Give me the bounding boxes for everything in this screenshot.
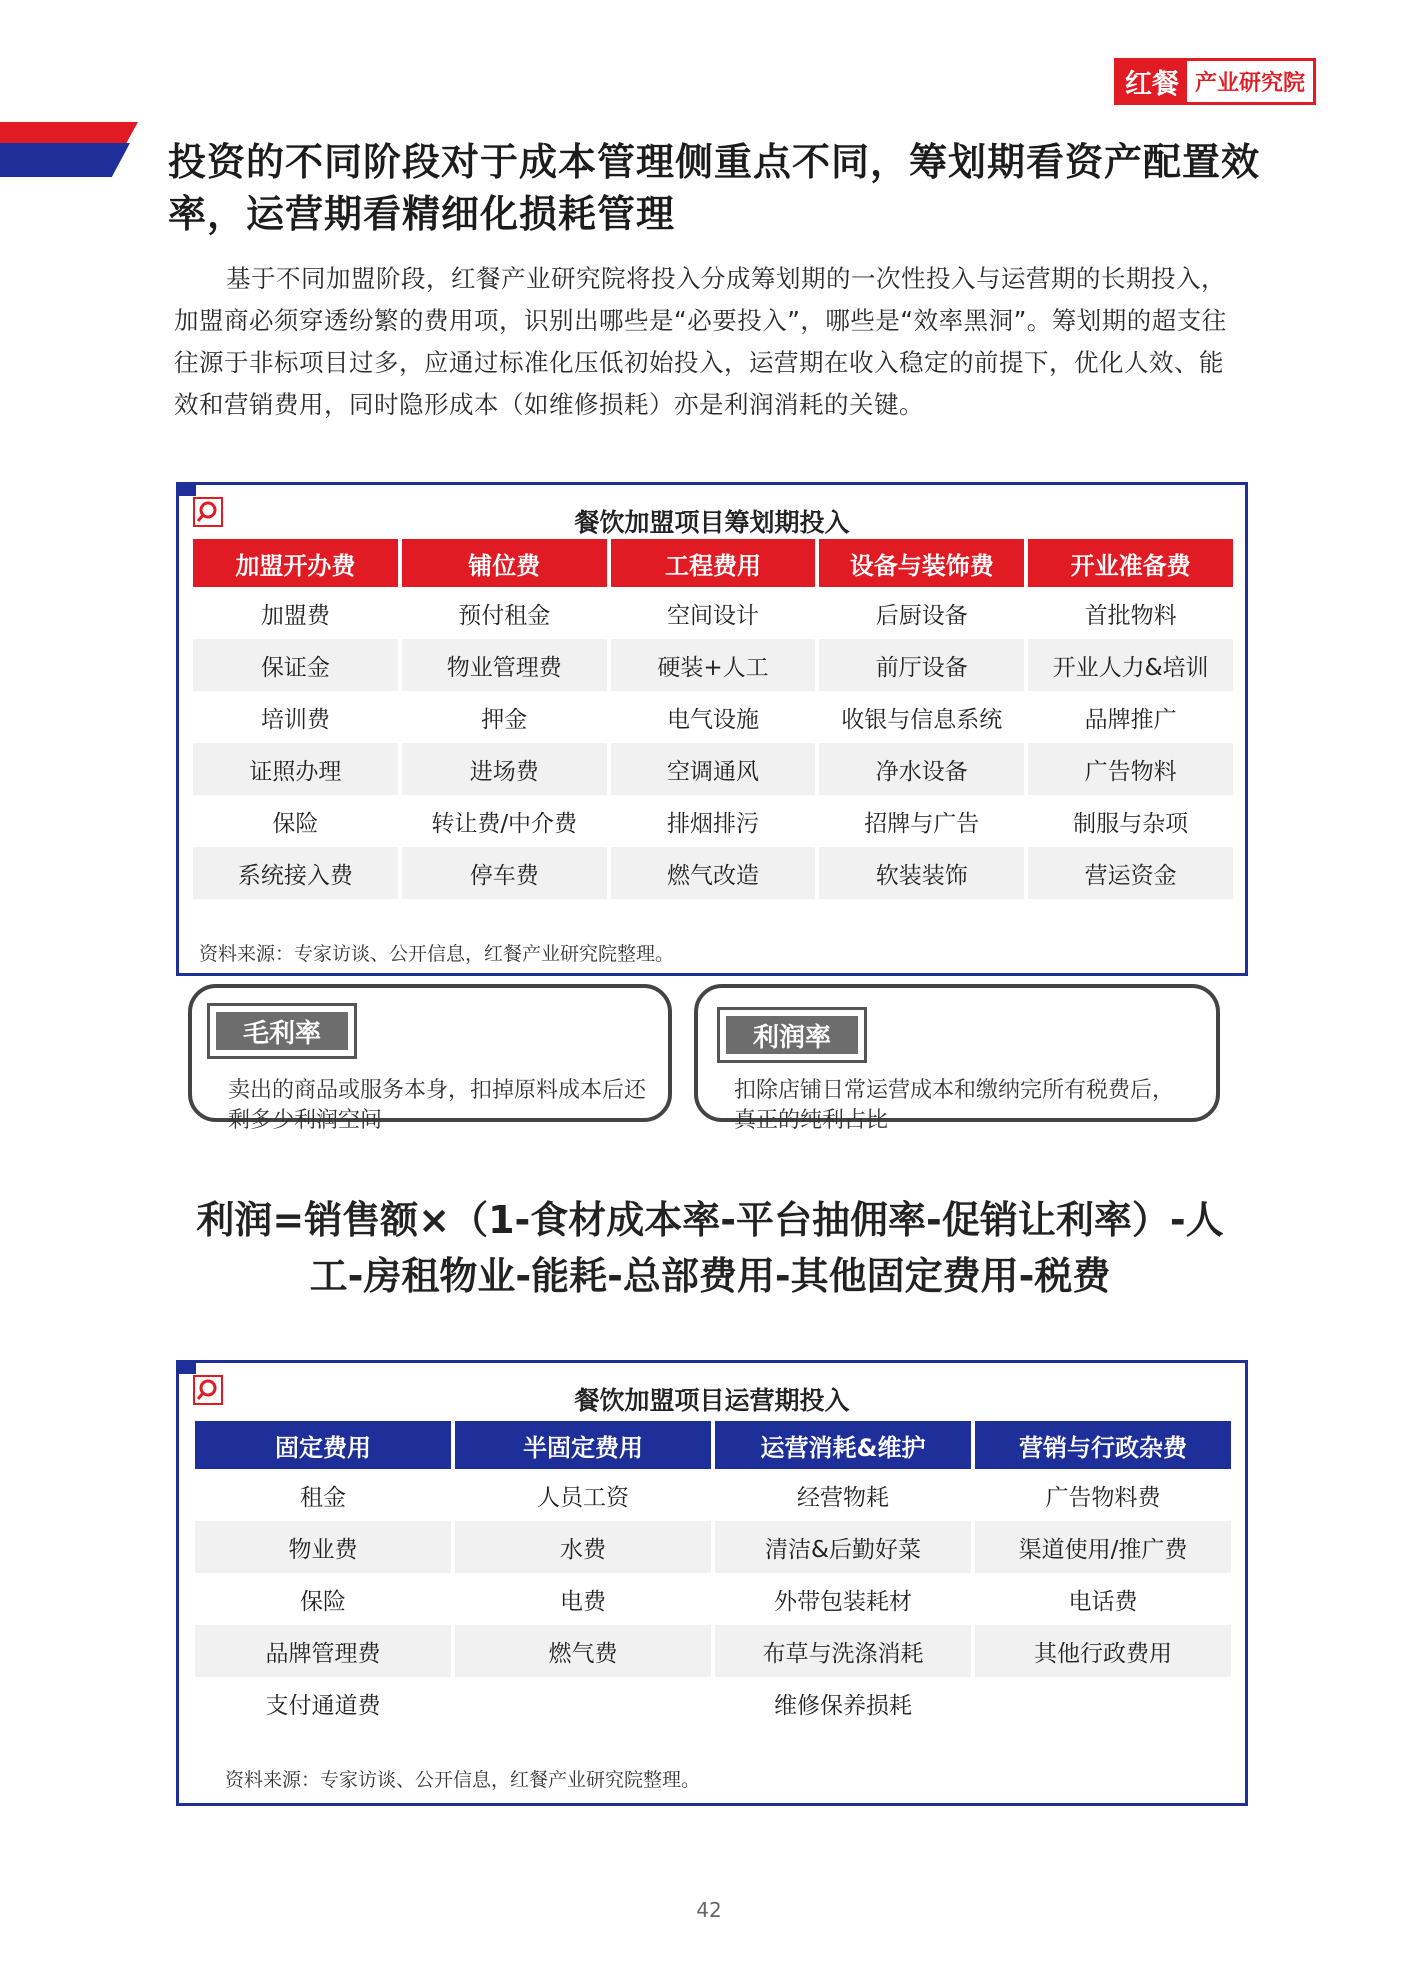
gross-margin-desc: 卖出的商品或服务本身，扣掉原料成本后还剩多少利润空间 — [228, 1078, 647, 1133]
table-cell — [975, 1677, 1231, 1729]
table-cell: 软装装饰 — [819, 847, 1024, 899]
logo-text: 产业研究院 — [1187, 61, 1313, 102]
table-cell: 转让费/中介费 — [431, 810, 578, 837]
table-cell: 品牌管理费 — [195, 1625, 451, 1677]
table-cell: 保证金 — [193, 639, 398, 691]
table-cell: 渠道使用/推广费 — [975, 1521, 1231, 1573]
table-title: 餐饮加盟项目运营期投入 — [574, 1386, 850, 1415]
table-cell: 维修保养损耗 — [774, 1692, 912, 1719]
profit-margin-desc: 扣除店铺日常运营成本和缴纳完所有税费后，真正的纯利占比 — [734, 1078, 1175, 1133]
table-cell: 水费 — [455, 1521, 711, 1573]
brand-logo — [1114, 58, 1316, 105]
table-cell: 停车费 — [402, 847, 607, 899]
table-cell: 收银与信息系统 — [841, 706, 1003, 733]
table-cell: 首批物料 — [1084, 602, 1177, 629]
table-cell: 燃气改造 — [611, 847, 816, 899]
table-cell: 人员工资 — [537, 1484, 629, 1511]
table-cell: 营运资金 — [1028, 847, 1233, 899]
table-cell: 电话费 — [1068, 1588, 1138, 1615]
table-cell: 保险 — [300, 1588, 346, 1615]
table-header-cell: 半固定费用 — [455, 1421, 711, 1469]
table-header-cell: 加盟开办费 — [193, 539, 398, 587]
table-cell: 物业管理费 — [402, 639, 607, 691]
gross-margin-box — [188, 984, 672, 1133]
table-cell: 空间设计 — [666, 602, 759, 629]
table-cell: 净水设备 — [819, 743, 1024, 795]
table-cell: 物业费 — [195, 1521, 451, 1573]
panel-corner — [176, 1360, 196, 1374]
table-header-cell: 设备与装饰费 — [819, 539, 1024, 587]
table-cell: 广告物料费 — [1045, 1484, 1161, 1511]
table-cell: 开业人力&培训 — [1028, 639, 1233, 691]
table-header-cell: 固定费用 — [195, 1421, 451, 1469]
table-header-cell: 营销与行政杂费 — [975, 1421, 1231, 1469]
table-cell: 空调通风 — [611, 743, 816, 795]
table-cell: 燃气费 — [455, 1625, 711, 1677]
table-header-cell: 运营消耗&维护 — [715, 1421, 971, 1469]
table-cell: 保险 — [272, 810, 319, 837]
table-cell: 排烟排污 — [666, 810, 759, 837]
profit-margin-tag: 利润率 — [720, 1010, 864, 1060]
intro-paragraph: 基于不同加盟阶段，红餐产业研究院将投入分成筹划期的一次性投入与运营期的长期投入，加盟商必须穿透纷繁的费用项，识别出哪些是“必要投入”，哪些是“效率黑洞”。筹划期的超支往往源于非标项目过多，应通过标准化压低初始投入，运营期在收入稳定的前提下，优化人效、能效和营销费用，同时隐形成本（如维修损耗）亦是利润消耗的关键。 — [174, 264, 1227, 419]
table-cell: 品牌推广 — [1084, 706, 1177, 733]
table-cell: 硬装+人工 — [611, 639, 816, 691]
gross-margin-tag: 毛利率 — [210, 1006, 354, 1056]
table-cell: 招牌与广告 — [864, 810, 980, 837]
table-header-cell: 工程费用 — [611, 539, 816, 587]
profit-formula: 利润=销售额×（1-食材成本率-平台抽佣率-促销让利率）-人工-房租物业-能耗-总部费用-其他固定费用-税费 — [196, 1198, 1224, 1298]
table-cell: 电费 — [560, 1588, 606, 1615]
table-header-cell: 开业准备费 — [1028, 539, 1233, 587]
table-grid — [193, 539, 1233, 899]
table-cell: 进场费 — [402, 743, 607, 795]
table-cell: 布草与洗涤消耗 — [715, 1625, 971, 1677]
table-source: 资料来源：专家访谈、公开信息，红餐产业研究院整理。 — [225, 1769, 701, 1791]
table-cell: 后厨设备 — [875, 602, 968, 629]
table-cell: 清洁&后勤好菜 — [715, 1521, 971, 1573]
page-number: 42 — [696, 1898, 722, 1922]
table-cell: 租金 — [300, 1484, 346, 1511]
table-cell: 加盟费 — [260, 602, 330, 629]
table-cell: 支付通道费 — [265, 1692, 381, 1719]
table-header-cell: 铺位费 — [402, 539, 607, 587]
table-title: 餐饮加盟项目筹划期投入 — [574, 508, 850, 537]
panel-corner — [176, 482, 196, 496]
table-cell: 培训费 — [260, 706, 330, 733]
table-cell: 其他行政费用 — [975, 1625, 1231, 1677]
table-cell: 前厅设备 — [819, 639, 1024, 691]
table-cell: 外带包装耗材 — [774, 1588, 912, 1615]
operating-investment-table — [176, 1360, 1248, 1806]
planning-investment-table — [176, 482, 1248, 976]
table-cell: 预付租金 — [458, 602, 551, 629]
table-cell: 证照办理 — [193, 743, 398, 795]
page-title: 投资的不同阶段对于成本管理侧重点不同，筹划期看资产配置效率，运营期看精细化损耗管理 — [168, 140, 1261, 236]
logo-mark: 红餐 — [1117, 61, 1187, 102]
table-cell: 押金 — [481, 706, 528, 733]
table-source: 资料来源：专家访谈、公开信息，红餐产业研究院整理。 — [199, 943, 675, 965]
table-grid — [195, 1421, 1231, 1729]
table-cell: 电气设施 — [666, 706, 759, 733]
table-cell: 广告物料 — [1028, 743, 1233, 795]
table-cell: 制服与杂项 — [1073, 810, 1189, 837]
table-cell — [455, 1677, 711, 1729]
corner-flag-blue — [0, 143, 130, 177]
table-cell: 系统接入费 — [193, 847, 398, 899]
profit-margin-box — [694, 984, 1220, 1133]
table-cell: 经营物耗 — [797, 1484, 889, 1511]
